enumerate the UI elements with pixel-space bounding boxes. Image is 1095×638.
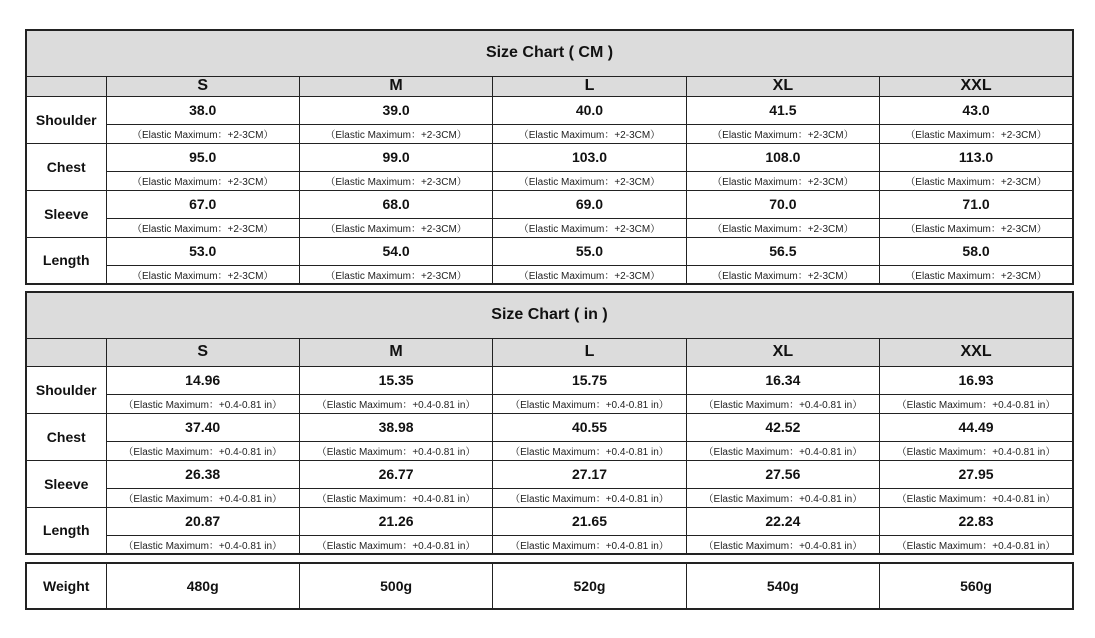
elastic-note: （Elastic Maximum：+0.4-0.81 in） xyxy=(703,540,863,552)
row-label: Sleeve xyxy=(26,460,106,507)
value: 113.0 xyxy=(880,144,1072,172)
size-header-xl: XL xyxy=(686,338,879,366)
value: 22.24 xyxy=(687,508,879,536)
value: 53.0 xyxy=(107,238,299,266)
elastic-note: （Elastic Maximum：+2-3CM） xyxy=(325,130,467,141)
cm-row-chest xyxy=(26,143,1073,190)
row-label: Length xyxy=(26,237,106,284)
size-header-s: S xyxy=(106,76,299,96)
weight-label: Weight xyxy=(26,563,106,609)
value: 40.55 xyxy=(493,414,685,442)
value: 99.0 xyxy=(300,144,492,172)
value: 38.0 xyxy=(107,97,299,125)
row-label: Chest xyxy=(26,143,106,190)
elastic-note: （Elastic Maximum：+0.4-0.81 in） xyxy=(510,447,669,458)
size-header-xl: XL xyxy=(686,76,879,96)
value: 103.0 xyxy=(493,144,685,172)
size-chart-in xyxy=(25,291,1074,555)
value: 21.65 xyxy=(493,508,685,536)
value: 67.0 xyxy=(107,191,299,219)
size-chart-in-title: Size Chart ( in ) xyxy=(26,292,1073,338)
weight-value-s: 480g xyxy=(106,563,299,609)
size-header-l: L xyxy=(493,338,686,366)
in-row-chest xyxy=(26,413,1073,460)
value: 44.49 xyxy=(880,414,1072,442)
elastic-note: （Elastic Maximum：+0.4-0.81 in） xyxy=(316,400,476,411)
weight-value-xxl: 560g xyxy=(880,563,1073,609)
size-chart-cm xyxy=(25,29,1074,285)
value: 55.0 xyxy=(493,238,685,266)
elastic-note: （Elastic Maximum：+2-3CM） xyxy=(905,130,1047,141)
corner-cell xyxy=(26,338,106,366)
elastic-note: （Elastic Maximum：+0.4-0.81 in） xyxy=(316,494,476,505)
value: 58.0 xyxy=(880,238,1072,266)
elastic-note: （Elastic Maximum：+0.4-0.81 in） xyxy=(896,540,1056,552)
elastic-note: （Elastic Maximum：+0.4-0.81 in） xyxy=(703,494,863,505)
value: 27.95 xyxy=(880,461,1072,489)
cm-row-shoulder xyxy=(26,96,1073,143)
weight-table xyxy=(25,562,1074,610)
value: 95.0 xyxy=(107,144,299,172)
size-header-l: L xyxy=(493,76,686,96)
elastic-note: （Elastic Maximum：+2-3CM） xyxy=(325,224,467,235)
elastic-note: （Elastic Maximum：+0.4-0.81 in） xyxy=(123,400,283,411)
weight-value-xl: 540g xyxy=(686,563,879,609)
elastic-note: （Elastic Maximum：+0.4-0.81 in） xyxy=(703,447,863,458)
value: 20.87 xyxy=(107,508,299,536)
weight-value-m: 500g xyxy=(299,563,492,609)
elastic-note: （Elastic Maximum：+2-3CM） xyxy=(905,224,1047,235)
elastic-note: （Elastic Maximum：+2-3CM） xyxy=(712,270,854,282)
elastic-note: （Elastic Maximum：+2-3CM） xyxy=(905,177,1047,188)
value: 16.93 xyxy=(880,367,1072,395)
in-row-sleeve xyxy=(26,460,1073,507)
value: 56.5 xyxy=(687,238,879,266)
elastic-note: （Elastic Maximum：+0.4-0.81 in） xyxy=(510,400,669,411)
row-label: Length xyxy=(26,507,106,554)
value: 15.35 xyxy=(300,367,492,395)
value: 27.17 xyxy=(493,461,685,489)
row-label: Shoulder xyxy=(26,96,106,143)
row-label: Sleeve xyxy=(26,190,106,237)
elastic-note: （Elastic Maximum：+2-3CM） xyxy=(712,177,854,188)
elastic-note: （Elastic Maximum：+2-3CM） xyxy=(712,224,854,235)
elastic-note: （Elastic Maximum：+2-3CM） xyxy=(131,224,274,235)
elastic-note: （Elastic Maximum：+2-3CM） xyxy=(131,130,274,141)
size-header-xxl: XXL xyxy=(880,76,1073,96)
value: 69.0 xyxy=(493,191,685,219)
elastic-note: （Elastic Maximum：+2-3CM） xyxy=(518,224,661,235)
size-chart-cm-title: Size Chart ( CM ) xyxy=(26,30,1073,76)
value: 22.83 xyxy=(880,508,1072,536)
elastic-note: （Elastic Maximum：+0.4-0.81 in） xyxy=(896,494,1056,505)
elastic-note: （Elastic Maximum：+0.4-0.81 in） xyxy=(896,400,1056,411)
value: 26.38 xyxy=(107,461,299,489)
value: 26.77 xyxy=(300,461,492,489)
size-header-s: S xyxy=(106,338,299,366)
value: 40.0 xyxy=(493,97,685,125)
in-row-shoulder xyxy=(26,366,1073,413)
value: 14.96 xyxy=(107,367,299,395)
value: 71.0 xyxy=(880,191,1072,219)
elastic-note: （Elastic Maximum：+2-3CM） xyxy=(518,130,661,141)
value: 108.0 xyxy=(687,144,879,172)
in-row-length xyxy=(26,507,1073,554)
cm-row-length xyxy=(26,237,1073,284)
weight-value-l: 520g xyxy=(493,563,686,609)
value: 54.0 xyxy=(300,238,492,266)
elastic-note: （Elastic Maximum：+0.4-0.81 in） xyxy=(316,540,476,552)
value: 41.5 xyxy=(687,97,879,125)
value: 37.40 xyxy=(107,414,299,442)
elastic-note: （Elastic Maximum：+2-3CM） xyxy=(518,270,661,282)
elastic-note: （Elastic Maximum：+0.4-0.81 in） xyxy=(510,494,669,505)
elastic-note: （Elastic Maximum：+0.4-0.81 in） xyxy=(896,447,1056,458)
value: 70.0 xyxy=(687,191,879,219)
value: 21.26 xyxy=(300,508,492,536)
value: 27.56 xyxy=(687,461,879,489)
elastic-note: （Elastic Maximum：+2-3CM） xyxy=(712,130,854,141)
elastic-note: （Elastic Maximum：+2-3CM） xyxy=(518,177,661,188)
row-label: Chest xyxy=(26,413,106,460)
elastic-note: （Elastic Maximum：+0.4-0.81 in） xyxy=(123,494,283,505)
value: 42.52 xyxy=(687,414,879,442)
size-header-m: M xyxy=(299,338,492,366)
value: 38.98 xyxy=(300,414,492,442)
elastic-note: （Elastic Maximum：+2-3CM） xyxy=(131,270,274,282)
elastic-note: （Elastic Maximum：+0.4-0.81 in） xyxy=(703,400,863,411)
corner-cell xyxy=(26,76,106,96)
size-header-xxl: XXL xyxy=(880,338,1073,366)
elastic-note: （Elastic Maximum：+0.4-0.81 in） xyxy=(510,540,669,552)
elastic-note: （Elastic Maximum：+0.4-0.81 in） xyxy=(123,540,283,552)
elastic-note: （Elastic Maximum：+2-3CM） xyxy=(131,177,274,188)
elastic-note: （Elastic Maximum：+0.4-0.81 in） xyxy=(123,447,283,458)
size-header-m: M xyxy=(299,76,492,96)
elastic-note: （Elastic Maximum：+2-3CM） xyxy=(905,270,1047,282)
value: 43.0 xyxy=(880,97,1072,125)
elastic-note: （Elastic Maximum：+2-3CM） xyxy=(325,177,467,188)
value: 68.0 xyxy=(300,191,492,219)
elastic-note: （Elastic Maximum：+0.4-0.81 in） xyxy=(316,447,476,458)
elastic-note: （Elastic Maximum：+2-3CM） xyxy=(325,270,467,282)
value: 39.0 xyxy=(300,97,492,125)
value: 15.75 xyxy=(493,367,685,395)
cm-row-sleeve xyxy=(26,190,1073,237)
value: 16.34 xyxy=(687,367,879,395)
row-label: Shoulder xyxy=(26,366,106,413)
